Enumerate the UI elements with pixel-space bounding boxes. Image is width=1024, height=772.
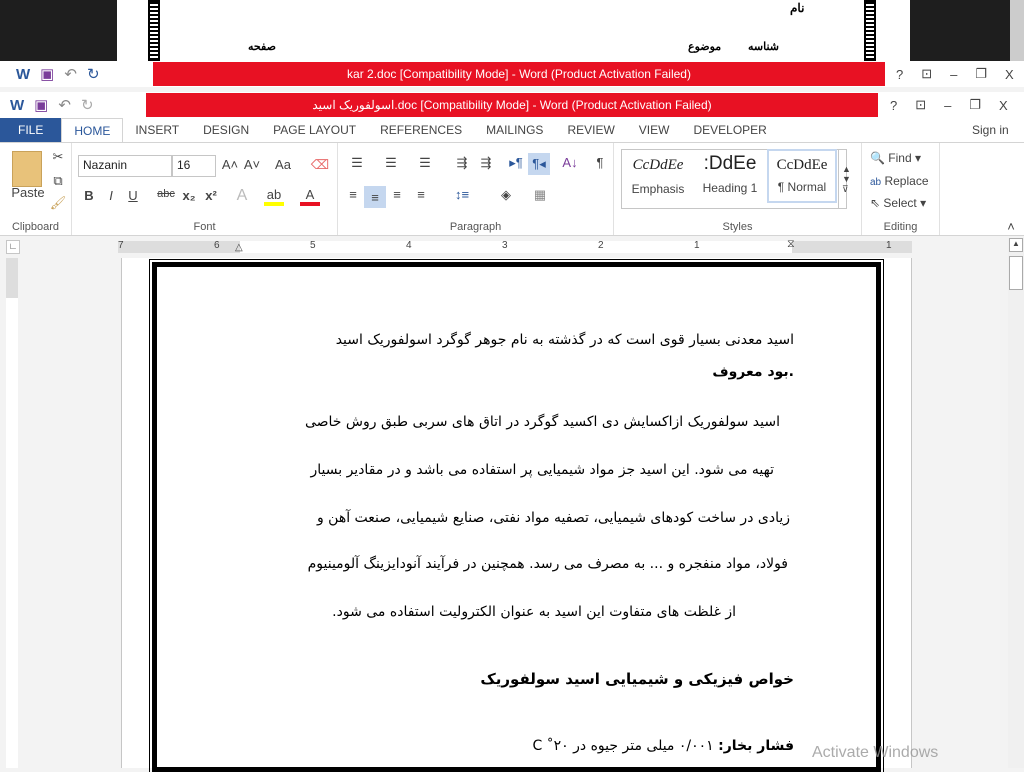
window-controls <box>890 92 1008 118</box>
vapor-label: فشار بخار: <box>718 738 794 754</box>
save-icon[interactable]: ▣ <box>40 66 55 83</box>
ruler-number: 7 <box>118 240 124 251</box>
clipboard-label: Clipboard <box>11 221 60 233</box>
window2-titlebar <box>0 92 1024 118</box>
tab-review[interactable]: REVIEW <box>567 123 615 137</box>
tab-home[interactable]: HOME <box>61 118 123 142</box>
clipboard-group <box>0 143 72 235</box>
editing-label: Editing <box>883 221 918 233</box>
change-case-button[interactable]: Aa <box>275 157 291 172</box>
minimize-button[interactable]: – <box>944 97 952 113</box>
show-marks-button[interactable]: ¶ <box>596 155 604 170</box>
background-scrollbar[interactable] <box>1010 0 1024 62</box>
font-label: Font <box>193 221 216 233</box>
line-spacing-icon[interactable]: ↕≡ <box>454 187 470 202</box>
replace-icon: ab <box>870 177 882 188</box>
undo-icon[interactable]: ↶ <box>64 66 77 83</box>
editing-group <box>862 143 940 235</box>
rtl-icon[interactable]: ¶◂ <box>528 153 550 175</box>
select-button[interactable]: ⇖ Select ▾ <box>870 196 927 210</box>
style-emphasis[interactable]: CcDdEe Emphasis <box>631 157 685 196</box>
grow-font-button[interactable]: A˄ <box>221 157 239 172</box>
vertical-scrollbar[interactable] <box>1008 238 1024 768</box>
paragraph-label: Paragraph <box>449 221 502 233</box>
word-icon[interactable]: W <box>10 96 25 114</box>
tab-selector-icon[interactable]: ∟ <box>6 240 20 254</box>
shrink-font-button[interactable]: A˅ <box>243 157 261 172</box>
styles-scroll[interactable]: ▲ ▼ ⊽ <box>838 149 854 209</box>
undo-icon[interactable]: ↶ <box>58 97 71 114</box>
ornamental-border <box>864 0 876 62</box>
bullets-icon[interactable]: ☰ <box>351 155 363 170</box>
section-heading: خواص فیزیکی و شیمیایی اسید سولفوریک <box>480 670 794 688</box>
redo-icon[interactable]: ↻ <box>80 97 94 114</box>
ruler-margin <box>792 241 912 253</box>
ruler-number: 4 <box>406 240 412 251</box>
clear-formatting-icon[interactable]: ⌫ <box>310 157 330 172</box>
vapor-value: ۰/۰۰۱ میلی متر جیوه در C ˚۲۰ <box>532 738 719 754</box>
tab-view[interactable]: VIEW <box>638 123 670 137</box>
horizontal-ruler[interactable] <box>0 238 1024 258</box>
subscript-button[interactable]: x₂ <box>182 188 196 203</box>
align-left-icon[interactable]: ≡ <box>349 187 357 202</box>
ruler-number: 1 <box>694 240 700 251</box>
underline-button[interactable]: U <box>128 188 138 203</box>
paragraph-group <box>338 143 614 235</box>
sort-icon[interactable]: A↓ <box>562 155 578 170</box>
save-icon[interactable]: ▣ <box>34 97 49 114</box>
ruler-number: 3 <box>502 240 508 251</box>
ruler-number: 2 <box>598 240 604 251</box>
shading-icon[interactable]: ◈ <box>501 187 511 202</box>
style-heading1[interactable]: :DdEe Heading 1 <box>702 153 758 195</box>
styles-group <box>614 143 862 235</box>
tab-developer[interactable]: DEVELOPER <box>693 123 767 137</box>
quick-access-toolbar <box>16 61 100 87</box>
paragraph-line: .بود معروف <box>712 364 794 380</box>
window-controls <box>896 61 1014 87</box>
ribbon-tabs <box>0 118 1024 142</box>
decrease-indent-icon[interactable]: ⇶ <box>456 155 468 170</box>
find-button[interactable]: 🔍 Find ▾ <box>870 151 921 165</box>
background-label-page: صفحه <box>248 41 276 53</box>
maximize-button[interactable]: ❐ <box>969 97 982 112</box>
align-center-icon[interactable]: ≡ <box>364 186 386 208</box>
ribbon <box>0 142 1024 236</box>
maximize-button[interactable]: ❐ <box>975 66 988 81</box>
cut-icon[interactable]: ✂ <box>52 149 64 164</box>
word-icon[interactable]: W <box>16 65 31 83</box>
tab-mailings[interactable]: MAILINGS <box>486 123 544 137</box>
paste-button[interactable]: Paste <box>11 185 45 200</box>
numbering-icon[interactable]: ☰ <box>385 155 397 170</box>
redo-icon[interactable]: ↻ <box>86 66 100 83</box>
background-text: نام <box>790 1 805 15</box>
ribbon-display-button[interactable]: ⊡ <box>921 66 933 81</box>
paragraph-line: اسید معدنی بسیار قوی است که در گذشته به نام جوهر گوگرد اسولفوریک اسید <box>335 332 794 348</box>
italic-button[interactable]: I <box>109 188 113 203</box>
replace-button[interactable]: ab Replace <box>870 174 929 188</box>
font-group <box>72 143 338 235</box>
text-effects-icon[interactable]: A <box>236 187 248 204</box>
help-button[interactable]: ? <box>896 66 904 82</box>
paragraph-line: زیادی در ساخت کودهای شیمیایی، تصفیه مواد نفتی، صنایع شیمیایی، صنعت آهن و <box>316 510 790 526</box>
superscript-button[interactable]: x² <box>205 188 217 203</box>
background-label-id: شناسه <box>748 41 780 53</box>
vertical-ruler-margin <box>6 258 18 298</box>
font-name-combo[interactable]: Nazanin <box>78 155 172 177</box>
quick-access-toolbar <box>10 92 94 118</box>
style-normal[interactable]: CcDdEe ¶ Normal <box>767 149 837 203</box>
multilevel-list-icon[interactable]: ☰ <box>419 155 431 170</box>
tab-file[interactable]: FILE <box>0 118 61 142</box>
increase-indent-icon[interactable]: ⇶ <box>480 155 492 170</box>
scroll-up-button[interactable]: ▲ <box>1009 238 1023 252</box>
sign-in-link[interactable]: Sign in <box>972 123 1009 137</box>
ruler-number: 1 <box>886 240 892 251</box>
close-button[interactable]: X <box>1005 66 1014 82</box>
ribbon-display-button[interactable]: ⊡ <box>915 97 927 112</box>
indent-marker[interactable]: △ <box>235 242 243 253</box>
ruler-number: 5 <box>310 240 316 251</box>
background-label-subject: موضوع <box>688 41 722 53</box>
justify-icon[interactable]: ≡ <box>417 187 425 202</box>
styles-label: Styles <box>722 221 753 233</box>
ornamental-border <box>148 0 160 62</box>
bold-button[interactable]: B <box>84 188 94 203</box>
borders-icon[interactable]: ▦ <box>533 187 547 202</box>
ruler-margin <box>118 241 240 253</box>
minimize-button[interactable]: – <box>950 66 958 82</box>
tab-design[interactable]: DESIGN <box>203 123 250 137</box>
paragraph-line: فولاد، مواد منفجره و ... به مصرف می رسد. همچنین در فرآیند آنودایزینگ آلومینیوم <box>307 556 788 572</box>
collapse-ribbon-icon[interactable]: ˄ <box>1007 219 1015 234</box>
font-color-icon[interactable]: A <box>300 187 320 206</box>
window-title: اسولفوریک اسید.doc [Compatibility Mode] - Word (Product Activation Failed) <box>146 93 878 117</box>
activation-watermark: Activate Windows <box>812 744 939 761</box>
format-painter-icon[interactable]: 🖌 <box>49 195 67 210</box>
window-title: kar 2.doc [Compatibility Mode] - Word (Product Activation Failed) <box>153 62 885 86</box>
paste-icon[interactable] <box>12 151 42 187</box>
scroll-thumb[interactable] <box>1009 256 1023 290</box>
tab-insert[interactable]: INSERT <box>135 123 180 137</box>
window1-titlebar <box>0 61 1024 87</box>
close-button[interactable]: X <box>999 97 1008 113</box>
help-button[interactable]: ? <box>890 97 898 113</box>
tab-page-layout[interactable]: PAGE LAYOUT <box>273 123 357 137</box>
align-right-icon[interactable]: ≡ <box>393 187 401 202</box>
ruler-number: 6 <box>214 240 220 251</box>
paragraph-line: از غلظت های متفاوت این اسید به عنوان الکترولیت استفاده می شود. <box>332 604 736 620</box>
strikethrough-button[interactable]: abc <box>157 188 175 200</box>
highlight-icon[interactable]: ab <box>264 187 284 206</box>
tab-references[interactable]: REFERENCES <box>380 123 463 137</box>
paragraph-line: اسید سولفوریک ازاکسایش دی اکسید گوگرد در اتاق های سربی طبق روش خاصی <box>304 414 780 430</box>
ltr-icon[interactable]: ▸¶ <box>509 155 523 170</box>
copy-icon[interactable]: ⧉ <box>53 173 63 188</box>
indent-marker[interactable]: ⧖ <box>787 238 795 250</box>
paragraph-line: تهیه می شود. این اسید جز مواد شیمیایی پر استفاده می باشد و در مقادیر بسیار <box>310 462 774 478</box>
vapor-pressure-line <box>532 738 794 754</box>
vertical-ruler <box>6 258 18 768</box>
font-size-combo[interactable]: 16 <box>172 155 216 177</box>
